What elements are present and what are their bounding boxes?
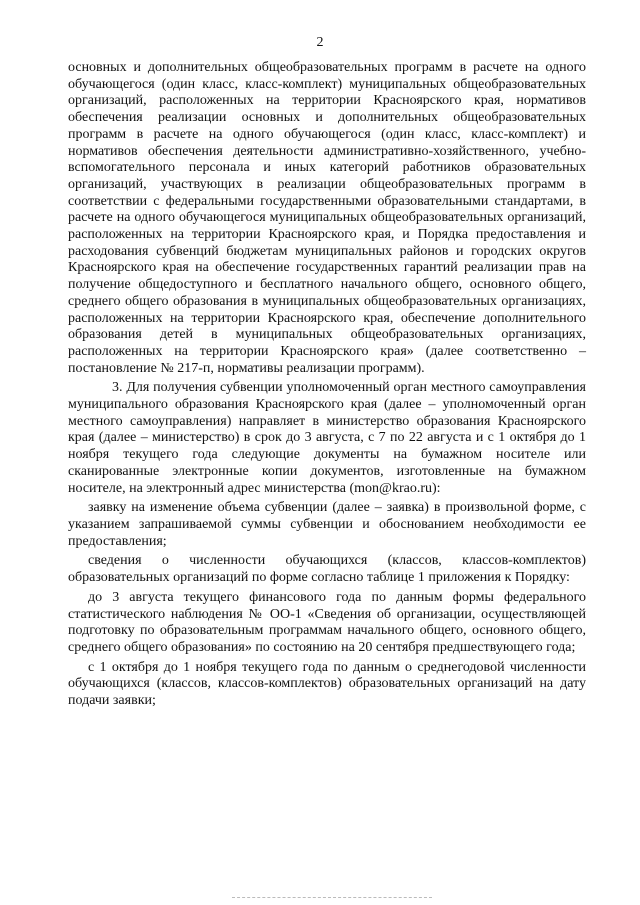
paragraph-student-count: сведения о численности обучающихся (классов, классов-комплектов) образовательных организаций по форме согласно таблице 1 приложения к Порядку: xyxy=(68,553,586,586)
paragraph-deadline-august: до 3 августа текущего финансового года по данным формы федерального статистического наблюдения № ОО-1 «Сведения об организации, осуществляющей подготовку по образовательным программам начального общего, основного общего, среднего общего образования» по состоянию на 20 сентября предшествующего года; xyxy=(68,589,586,655)
document-body xyxy=(68,60,586,710)
scan-artifact-line xyxy=(232,897,432,901)
paragraph-request: заявку на изменение объема субвенции (далее – заявка) в произвольной форме, с указанием запрашиваемой суммы субвенции и обоснованием необходимости ее предоставления; xyxy=(68,500,586,549)
paragraph-item-3: 3. Для получения субвенции уполномоченный орган местного самоуправления муниципального образования Красноярского края (далее – уполномоченный орган местного самоуправления) направляет в министерство образования Красноярского края (далее – министерство) в срок до 3 августа, с 7 по 22 августа и с 1 октября до 1 ноября текущего года следующие документы на бумажном носителе или сканированные электронные копии документов, изготовленные на бумажном носителе, на электронный адрес министерства (mon@krao.ru): xyxy=(68,380,586,496)
page-number: 2 xyxy=(316,35,324,50)
paragraph-continuation: основных и дополнительных общеобразовательных программ в расчете на одного обучающегося (один класс, класс-комплект) муниципальных общеобразовательных организаций, расположенных на территории Красноярского края, нормативов обеспечения реализации основных и дополнительных общеобразовательных программ в расчете на одного обучающегося (один класс, класс-комплект) и нормативов обеспечения деятельности административно-хозяйственного, учебно-вспомогательного персонала и иных категорий работников образовательных организаций, участвующих в реализации общеобразовательных программ в соответствии с федеральными государственными образовательными стандартами, в расчете на одного обучающегося муниципальных общеобразовательных организаций, расположенных на территории Красноярского края, и Порядка предоставления и расходования субвенций бюджетам муниципальных районов и городских округов Красноярского края на обеспечение государственных гарантий реализации прав на получение общедоступного и бесплатного начального общего, основного общего, среднего общего образования в муниципальных общеобразовательных организациях, расположенных на территории Красноярского края, обеспечение дополнительного образования детей в муниципальных общеобразовательных организациях, расположенных на территории Красноярского края» (далее соответственно – постановление № 217-п, нормативы реализации программ). xyxy=(68,60,586,376)
paragraph-deadline-october: с 1 октября до 1 ноября текущего года по данным о среднегодовой численности обучающихся (классов, классов-комплектов) образовательных организаций на дату подачи заявки; xyxy=(68,659,586,709)
